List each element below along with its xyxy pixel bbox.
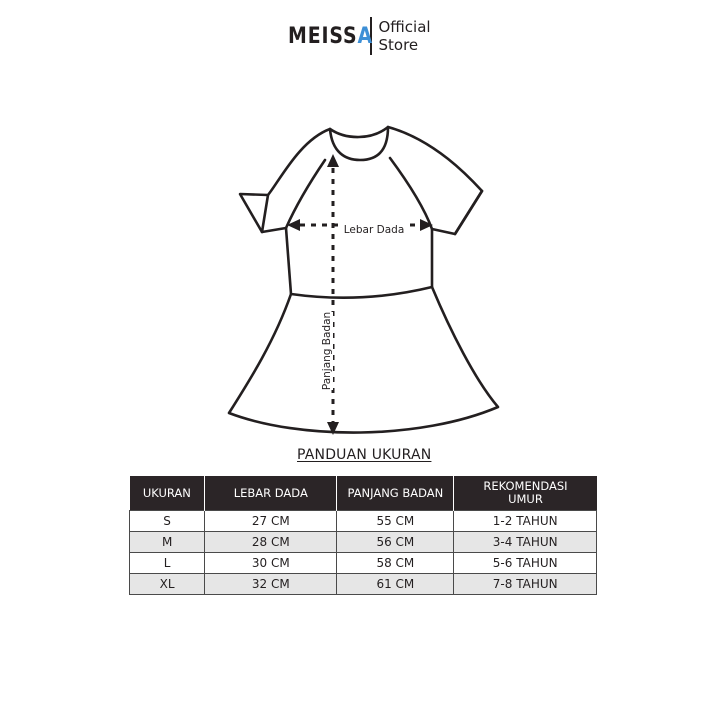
- column-header-chest-width: LEBAR DADA: [205, 476, 337, 511]
- body-length-cell: 61 CM: [337, 574, 454, 595]
- column-header-age: REKOMENDASI UMUR: [454, 476, 597, 511]
- table-row: [130, 574, 597, 595]
- size-cell: M: [130, 532, 205, 553]
- chest-width-cell: 32 CM: [205, 574, 337, 595]
- age-cell: 1-2 TAHUN: [454, 511, 597, 532]
- column-header-size: UKURAN: [130, 476, 205, 511]
- left-sleeve-cuff: [262, 195, 268, 232]
- dress-bodice-outline: [240, 127, 482, 298]
- chest-width-cell: 30 CM: [205, 553, 337, 574]
- body-length-cell: 58 CM: [337, 553, 454, 574]
- body-length-label: Panjang Badan: [321, 311, 333, 391]
- right-sleeve-seam: [390, 158, 432, 229]
- table-row: [130, 511, 597, 532]
- chest-width-label: Lebar Dada: [343, 224, 405, 236]
- body-length-cell: 55 CM: [337, 511, 454, 532]
- table-header-row: [130, 476, 597, 511]
- table-row: [130, 532, 597, 553]
- age-cell: 7-8 TAHUN: [454, 574, 597, 595]
- collar-outline: [330, 127, 388, 160]
- age-cell: 5-6 TAHUN: [454, 553, 597, 574]
- table-row: [130, 553, 597, 574]
- body-length-arrow: [327, 154, 339, 435]
- age-cell: 3-4 TAHUN: [454, 532, 597, 553]
- size-cell: L: [130, 553, 205, 574]
- size-cell: XL: [130, 574, 205, 595]
- official-store-label: Official Store: [378, 18, 431, 54]
- chest-width-cell: 28 CM: [205, 532, 337, 553]
- dress-skirt-outline: [229, 287, 498, 433]
- body-length-cell: 56 CM: [337, 532, 454, 553]
- chest-width-cell: 27 CM: [205, 511, 337, 532]
- size-chart-table: [129, 476, 597, 595]
- right-sleeve-cuff: [455, 191, 482, 234]
- size-guide-title: PANDUAN UKURAN: [297, 447, 432, 463]
- brand-wordmark: MEISSA: [288, 23, 374, 49]
- column-header-body-length: PANJANG BADAN: [337, 476, 454, 511]
- size-cell: S: [130, 511, 205, 532]
- left-sleeve-seam: [286, 160, 325, 228]
